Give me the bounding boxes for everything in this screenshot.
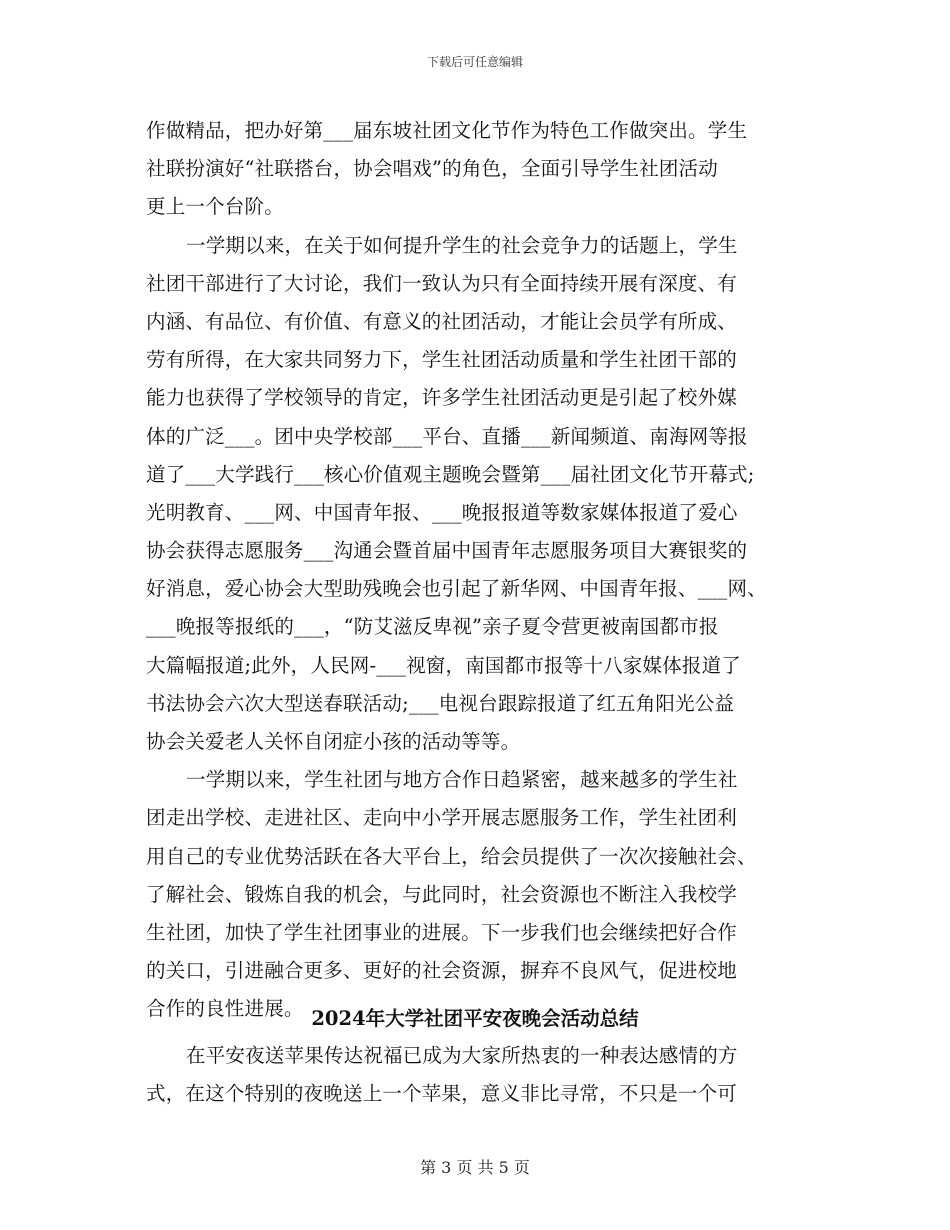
paragraph-line: 了解社会、锻炼自我的机会，与此同时，社会资源也不断注入我校学 bbox=[146, 882, 738, 906]
paragraph-line: 内涵、有品位、有价值、有意义的社团活动，才能让会员学有所成、 bbox=[146, 309, 738, 333]
paragraph-line: 合作的良性进展。 bbox=[146, 997, 304, 1021]
page-header-note: 下载后可任意编辑 bbox=[426, 55, 523, 69]
paragraph-line: 协会获得志愿服务___沟通会暨首届中国青年志愿服务项目大赛银奖的 bbox=[146, 539, 748, 563]
paragraph-line: 作做精品，把办好第___届东坡社团文化节作为特色工作做突出。学生 bbox=[146, 119, 748, 142]
paragraph-line: 道了___大学践行___核心价值观主题晚会暨第___届社团文化节开幕式; bbox=[146, 462, 755, 486]
section-title: 2024年大学社团平安夜晚会活动总结 bbox=[311, 1007, 639, 1030]
paragraph-line: 一学期以来，在关于如何提升学生的社会竞争力的话题上，学生 bbox=[186, 233, 738, 257]
paragraph-line: ___晚报等报纸的___，“防艾滋反卑视”亲子夏令营更被南国都市报 bbox=[146, 615, 719, 639]
paragraph-line: 社联扮演好“社联搭台，协会唱戏”的角色，全面引导学生社团活动 bbox=[146, 157, 718, 181]
paragraph-line: 更上一个台阶。 bbox=[146, 195, 284, 219]
paragraph-line: 团走出学校、走进社区、走向中小学开展志愿服务工作，学生社团利 bbox=[146, 806, 738, 830]
paragraph-line: 生社团，加快了学生社团事业的进展。下一步我们也会继续把好合作 bbox=[146, 920, 738, 944]
paragraph-line: 社团干部进行了大讨论，我们一致认为只有全面持续开展有深度、有 bbox=[146, 271, 738, 295]
paragraph-line: 用自己的专业优势活跃在各大平台上，给会员提供了一次次接触社会、 bbox=[146, 844, 757, 868]
paragraph-line: 书法协会六次大型送春联活动;___电视台跟踪报道了红五角阳光公益 bbox=[146, 691, 735, 715]
paragraph-line: 式，在这个特别的夜晚送上一个苹果，意义非比寻常，不只是一个可 bbox=[146, 1082, 738, 1106]
page-number: 第 3 页 共 5 页 bbox=[420, 1158, 530, 1177]
document-body bbox=[146, 112, 806, 1029]
paragraph-line: 在平安夜送苹果传达祝福已成为大家所热衷的一种表达感情的方 bbox=[186, 1044, 738, 1067]
paragraph-line: 好消息，爱心协会大型助残晚会也引起了新华网、中国青年报、___网、 bbox=[146, 577, 767, 601]
paragraph-line: 大篇幅报道;此外，人民网-___视窗，南国都市报等十八家媒体报道了 bbox=[146, 653, 742, 677]
paragraph-line: 光明教育、___网、中国青年报、___晚报报道等数家媒体报道了爱心 bbox=[146, 500, 738, 524]
paragraph-line: 一学期以来，学生社团与地方合作日趋紧密，越来越多的学生社 bbox=[186, 768, 738, 792]
paragraph-line: 的关口，引进融合更多、更好的社会资源，摒弃不良风气，促进校地 bbox=[146, 959, 738, 983]
section-body bbox=[146, 1037, 806, 1113]
paragraph-line: 协会关爱老人关怀自闭症小孩的活动等等。 bbox=[146, 730, 521, 753]
paragraph-line: 劳有所得，在大家共同努力下，学生社团活动质量和学生社团干部的 bbox=[146, 348, 738, 372]
paragraph-line: 能力也获得了学校领导的肯定，许多学生社团活动更是引起了校外媒 bbox=[146, 386, 738, 410]
paragraph-line: 体的广泛___。团中央学校部___平台、直播___新闻频道、南海网等报 bbox=[146, 424, 748, 448]
